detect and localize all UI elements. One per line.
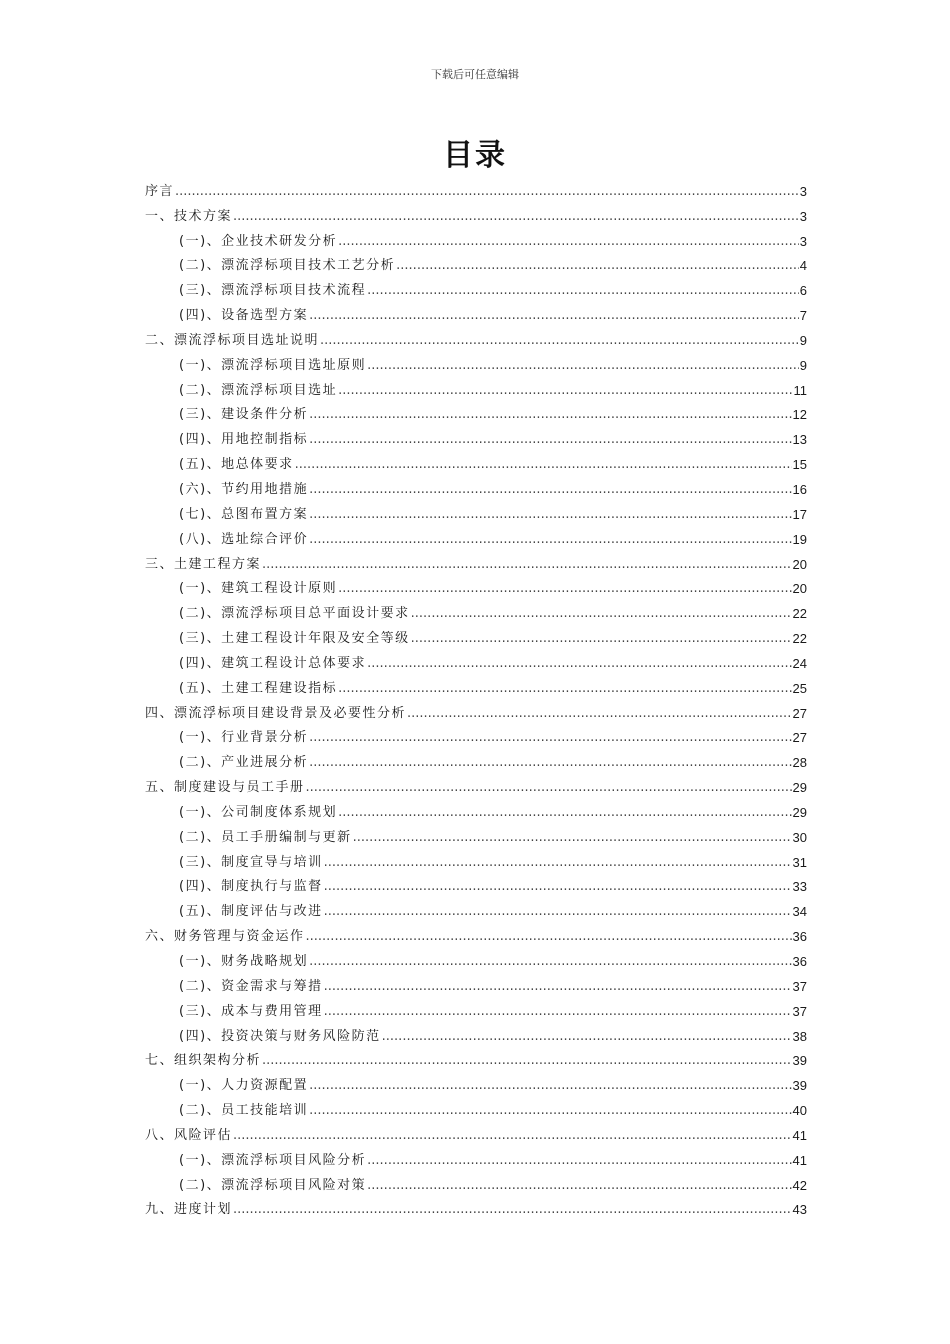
toc-entry-page: 36 <box>792 954 807 969</box>
toc-leader-dots <box>382 1029 792 1045</box>
toc-entry[interactable] <box>145 374 807 399</box>
toc-entry[interactable] <box>145 1094 807 1119</box>
toc-leader-dots <box>407 706 792 722</box>
toc-entry-page: 16 <box>792 481 807 497</box>
toc-entry-page: 4 <box>799 258 807 274</box>
toc-entry-page: 37 <box>792 978 807 994</box>
toc-entry[interactable] <box>145 448 807 473</box>
toc-leader-dots <box>367 283 799 299</box>
toc-leader-dots <box>338 805 791 821</box>
toc-entry-page: 27 <box>792 730 807 746</box>
toc-entry-page: 22 <box>792 631 807 647</box>
toc-leader-dots <box>309 407 791 423</box>
toc-leader-dots <box>324 855 792 871</box>
toc-leader-dots <box>396 258 799 274</box>
toc-leader-dots <box>411 606 792 622</box>
toc-entry[interactable] <box>145 821 807 846</box>
toc-entry-label: (二)、产业进展分析 <box>179 755 309 771</box>
toc-leader-dots <box>233 1128 792 1144</box>
toc-entry-page: 9 <box>799 332 807 348</box>
header-note: 下载后可任意编辑 <box>431 68 519 81</box>
toc-entry[interactable] <box>145 1194 807 1219</box>
toc-entry-label: (一)、公司制度体系规划 <box>179 804 338 820</box>
toc-entry[interactable] <box>145 523 807 548</box>
toc-entry[interactable] <box>145 1119 807 1144</box>
table-of-contents <box>145 175 807 1218</box>
toc-entry[interactable] <box>145 1144 807 1169</box>
toc-leader-dots <box>295 457 792 473</box>
toc-entry[interactable] <box>145 473 807 498</box>
toc-leader-dots <box>175 184 799 200</box>
toc-entry[interactable] <box>145 498 807 523</box>
toc-leader-dots <box>233 209 799 225</box>
toc-leader-dots <box>309 730 791 746</box>
toc-entry-label: 五、制度建设与员工手册 <box>145 780 305 796</box>
toc-entry-label: 二、漂流浮标项目选址说明 <box>145 332 320 348</box>
toc-entry-label: (四)、制度执行与监督 <box>179 879 323 895</box>
toc-entry-label: (三)、建设条件分析 <box>179 407 309 423</box>
document-title: 目录 <box>443 138 507 173</box>
toc-entry[interactable] <box>145 548 807 573</box>
toc-entry-label: 九、进度计划 <box>145 1202 233 1218</box>
toc-entry-label: (二)、漂流浮标项目总平面设计要求 <box>179 606 410 622</box>
toc-leader-dots <box>309 954 791 970</box>
toc-entry-label: (五)、地总体要求 <box>179 457 294 473</box>
toc-entry-label: (六)、节约用地措施 <box>179 481 309 497</box>
toc-leader-dots <box>367 1153 791 1169</box>
toc-entry-label: (一)、人力资源配置 <box>179 1078 309 1094</box>
toc-leader-dots <box>324 904 792 920</box>
toc-entry[interactable] <box>145 597 807 622</box>
toc-entry-label: 七、组织架构分析 <box>145 1053 262 1069</box>
toc-entry[interactable] <box>145 697 807 722</box>
toc-entry-page: 12 <box>792 407 807 423</box>
toc-entry-label: (一)、漂流浮标项目选址原则 <box>179 357 367 373</box>
toc-entry[interactable] <box>145 995 807 1020</box>
toc-entry-page: 3 <box>799 233 807 249</box>
toc-entry-page: 34 <box>792 904 807 920</box>
toc-entry[interactable] <box>145 846 807 871</box>
toc-leader-dots <box>338 234 799 250</box>
toc-entry-page: 22 <box>792 606 807 622</box>
toc-entry-page: 31 <box>792 854 807 870</box>
toc-leader-dots <box>309 432 791 448</box>
toc-entry-label: (四)、投资决策与财务风险防范 <box>179 1028 381 1044</box>
toc-entry[interactable] <box>145 1020 807 1045</box>
toc-leader-dots <box>367 1178 791 1194</box>
toc-leader-dots <box>324 1004 792 1020</box>
toc-entry-page: 29 <box>792 804 807 820</box>
toc-entry-label: (四)、设备选型方案 <box>179 308 309 324</box>
toc-entry[interactable] <box>145 920 807 945</box>
toc-entry-page: 13 <box>792 432 807 448</box>
toc-entry-page: 24 <box>792 655 807 671</box>
toc-leader-dots <box>324 979 792 995</box>
toc-leader-dots <box>338 383 792 399</box>
toc-leader-dots <box>411 631 792 647</box>
toc-leader-dots <box>309 532 791 548</box>
toc-entry-label: (一)、企业技术研发分析 <box>179 233 338 249</box>
toc-entry-label: (二)、漂流浮标项目风险对策 <box>179 1177 367 1193</box>
toc-leader-dots <box>324 879 792 895</box>
toc-entry[interactable] <box>145 871 807 896</box>
toc-entry-page: 41 <box>792 1127 807 1143</box>
toc-entry[interactable] <box>145 399 807 424</box>
toc-entry-page: 30 <box>792 829 807 845</box>
toc-leader-dots <box>262 1053 792 1069</box>
toc-entry-page: 42 <box>792 1177 807 1193</box>
toc-entry-label: (四)、建筑工程设计总体要求 <box>179 655 367 671</box>
toc-entry-page: 28 <box>792 755 807 771</box>
toc-entry[interactable] <box>145 970 807 995</box>
toc-entry-page: 41 <box>792 1152 807 1168</box>
toc-entry-label: (二)、资金需求与筹措 <box>179 978 323 994</box>
toc-entry-page: 27 <box>792 705 807 721</box>
toc-entry-label: 四、漂流浮标项目建设背景及必要性分析 <box>145 705 407 721</box>
toc-leader-dots <box>233 1202 792 1218</box>
toc-entry-label: 八、风险评估 <box>145 1127 233 1143</box>
toc-entry-label: (三)、制度宣导与培训 <box>179 854 323 870</box>
toc-entry-label: 三、土建工程方案 <box>145 556 262 572</box>
toc-entry-page: 19 <box>792 531 807 547</box>
toc-entry[interactable] <box>145 945 807 970</box>
toc-entry-label: (二)、漂流浮标项目选址 <box>179 382 338 398</box>
toc-entry-page: 29 <box>792 780 807 796</box>
toc-leader-dots <box>309 1078 791 1094</box>
toc-leader-dots <box>353 830 792 846</box>
toc-leader-dots <box>262 557 792 573</box>
toc-entry[interactable] <box>145 423 807 448</box>
toc-entry[interactable] <box>145 796 807 821</box>
toc-entry-label: (七)、总图布置方案 <box>179 506 309 522</box>
toc-entry-page: 37 <box>792 1003 807 1019</box>
toc-entry-label: (三)、土建工程设计年限及安全等级 <box>179 631 410 647</box>
toc-entry[interactable] <box>145 299 807 324</box>
toc-leader-dots <box>367 358 799 374</box>
toc-entry-label: (三)、漂流浮标项目技术流程 <box>179 283 367 299</box>
toc-leader-dots <box>306 929 792 945</box>
toc-entry-page: 38 <box>792 1028 807 1044</box>
toc-entry-label: 六、财务管理与资金运作 <box>145 929 305 945</box>
toc-entry[interactable] <box>145 175 807 200</box>
toc-entry[interactable] <box>145 573 807 598</box>
toc-entry[interactable] <box>145 722 807 747</box>
toc-entry-page: 39 <box>792 1078 807 1094</box>
toc-entry-label: (三)、成本与费用管理 <box>179 1003 323 1019</box>
toc-entry[interactable] <box>145 672 807 697</box>
toc-entry-page: 3 <box>799 183 807 199</box>
toc-leader-dots <box>338 581 791 597</box>
toc-entry[interactable] <box>145 250 807 275</box>
toc-leader-dots <box>309 1103 791 1119</box>
toc-entry-label: (四)、用地控制指标 <box>179 432 309 448</box>
toc-entry[interactable] <box>145 895 807 920</box>
toc-entry[interactable] <box>145 746 807 771</box>
toc-entry[interactable] <box>145 771 807 796</box>
toc-entry-page: 36 <box>792 929 807 945</box>
toc-entry[interactable] <box>145 225 807 250</box>
toc-leader-dots <box>309 482 791 498</box>
toc-entry-page: 33 <box>792 879 807 895</box>
toc-leader-dots <box>306 780 792 796</box>
toc-entry-label: (一)、漂流浮标项目风险分析 <box>179 1152 367 1168</box>
toc-entry-label: (一)、行业背景分析 <box>179 730 309 746</box>
toc-entry-label: 序言 <box>145 183 175 199</box>
toc-entry[interactable] <box>145 1045 807 1070</box>
toc-leader-dots <box>309 507 791 523</box>
toc-leader-dots <box>320 333 799 349</box>
toc-leader-dots <box>309 755 791 771</box>
toc-entry[interactable] <box>145 622 807 647</box>
toc-entry[interactable] <box>145 324 807 349</box>
toc-entry-label: (一)、财务战略规划 <box>179 954 309 969</box>
toc-entry-label: (五)、制度评估与改进 <box>179 904 323 920</box>
toc-entry-page: 39 <box>792 1053 807 1069</box>
toc-entry-label: (二)、员工手册编制与更新 <box>179 829 352 845</box>
toc-entry-label: (八)、选址综合评价 <box>179 531 309 547</box>
toc-leader-dots <box>367 656 791 672</box>
toc-entry[interactable] <box>145 200 807 225</box>
toc-entry-page: 40 <box>792 1103 807 1119</box>
toc-entry-page: 9 <box>799 357 807 373</box>
toc-entry-page: 15 <box>792 457 807 473</box>
toc-entry-page: 17 <box>792 506 807 522</box>
toc-entry-page: 43 <box>792 1202 807 1218</box>
toc-entry-page: 7 <box>799 308 807 324</box>
toc-entry-label: (五)、土建工程建设指标 <box>179 680 338 696</box>
toc-entry-label: (二)、漂流浮标项目技术工艺分析 <box>179 258 396 274</box>
toc-entry-page: 3 <box>799 208 807 224</box>
toc-entry[interactable] <box>145 1069 807 1094</box>
toc-leader-dots <box>338 681 791 697</box>
toc-entry-page: 11 <box>793 382 807 398</box>
toc-entry[interactable] <box>145 647 807 672</box>
toc-entry-page: 20 <box>792 581 807 597</box>
toc-entry[interactable] <box>145 274 807 299</box>
toc-entry-label: (二)、员工技能培训 <box>179 1103 309 1119</box>
toc-leader-dots <box>309 308 799 324</box>
toc-entry[interactable] <box>145 1169 807 1194</box>
toc-entry[interactable] <box>145 349 807 374</box>
toc-entry-label: (一)、建筑工程设计原则 <box>179 581 338 597</box>
toc-entry-page: 6 <box>799 283 807 299</box>
toc-entry-page: 25 <box>792 680 807 696</box>
toc-entry-label: 一、技术方案 <box>145 208 233 224</box>
toc-entry-page: 20 <box>792 556 807 572</box>
